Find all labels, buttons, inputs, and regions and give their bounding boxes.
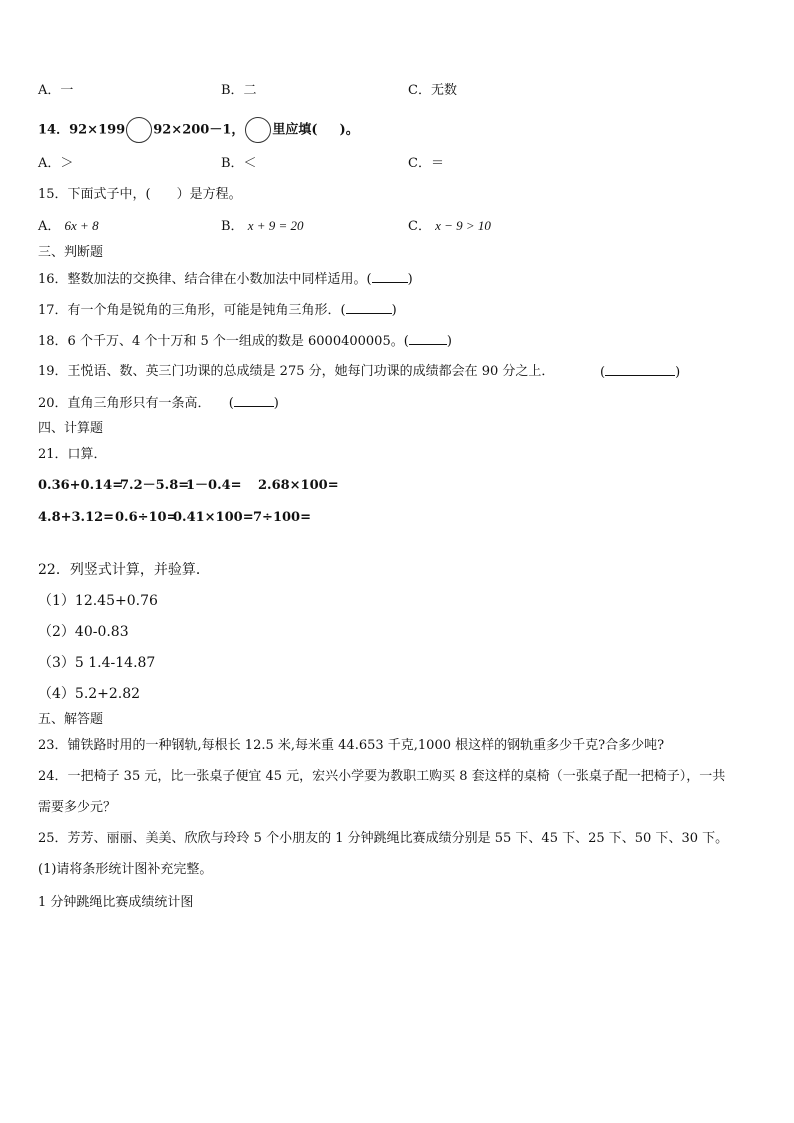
q14-number: 14．: [38, 122, 70, 138]
q15-option-b-expr: x + 9 = 20: [247, 218, 304, 233]
q15-question: 15．下面式子中，( ）是方程。: [38, 187, 242, 202]
q21-row2-item4: 7÷100=: [253, 510, 311, 525]
q15-option-c-label: C．: [408, 219, 431, 234]
q20: [38, 393, 279, 414]
q17-answer-blank[interactable]: [346, 300, 392, 314]
q14-tail: 里应填(: [272, 122, 318, 138]
q14-option-c: C．＝: [408, 156, 444, 171]
q14-tail-end: )。: [339, 122, 359, 138]
q19-answer-blank[interactable]: [605, 362, 675, 376]
q24-question-line2: 需要多少元？: [38, 800, 117, 815]
q15-option-b-label: B．: [221, 219, 244, 234]
q13-option-c: C．无数: [408, 83, 457, 98]
q18-answer-blank[interactable]: [409, 331, 447, 345]
q21-row1-item3: 1－0.4=: [186, 478, 242, 493]
q17-text: 17．有一个角是锐角的三角形，可能是钝角三角形．(: [38, 303, 346, 318]
q20-text: 20．直角三角形只有一条高．: [38, 396, 211, 411]
section-title-calculation: 四、计算题: [38, 421, 104, 436]
q14-left-expr: 92×199: [69, 122, 126, 138]
section-title-problems: 五、解答题: [38, 712, 104, 727]
q16-end: ): [407, 272, 413, 287]
q24-question-line1: 24．一把椅子 35 元，比一张桌子便宜 45 元，宏兴小学要为教职工购买 8 套这样的桌椅（一张桌子配一把椅子），一共: [38, 769, 726, 784]
q17-end: ): [391, 303, 397, 318]
q15-option-c: [408, 216, 491, 237]
q20-answer-blank[interactable]: [234, 393, 274, 407]
q14-right-expr: 92×200－1，: [153, 122, 245, 138]
q15-option-c-expr: x − 9 > 10: [435, 218, 491, 233]
q18: [38, 331, 452, 352]
q15-option-a-label: A．: [38, 219, 61, 234]
q25-subquestion-1: (1)请将条形统计图补充完整。: [38, 862, 213, 877]
q22-item-1: （1）12.45+0.76: [38, 593, 158, 609]
q19-text: 19．王悦语、数、英三门功课的总成绩是 275 分，她每门功课的成绩都会在 90 分之上．: [38, 364, 555, 379]
q15-option-a: [38, 216, 99, 237]
q18-end: ): [446, 334, 452, 349]
q13-option-a: A．一: [38, 83, 74, 98]
q19-bracket: [600, 362, 680, 383]
q14-option-b: B．＜: [221, 156, 257, 171]
q14-comparison-circle[interactable]: [126, 117, 152, 143]
q22-item-3: （3）5 1.4-14.87: [38, 655, 156, 671]
q20-open: (: [228, 396, 234, 411]
q15-option-a-expr: 6x + 8: [64, 218, 99, 233]
q20-end: ): [273, 396, 279, 411]
q22-item-2: （2）40-0.83: [38, 624, 129, 640]
q22-question: 22．列竖式计算，并验算．: [38, 562, 210, 578]
q22-item-4: （4）5.2+2.82: [38, 686, 141, 702]
q16: [38, 269, 413, 290]
q21-row1-item4: 2.68×100=: [258, 478, 339, 493]
q17: [38, 300, 397, 321]
q23-question: 23．铺铁路时用的一种钢轨,每根长 12.5 米,每米重 44.653 千克,1000 根这样的钢轨重多少千克?合多少吨?: [38, 738, 665, 753]
q16-answer-blank[interactable]: [372, 269, 408, 283]
q15-option-b: [221, 216, 304, 237]
q21-row2-item2: 0.6÷10=: [115, 510, 178, 525]
chart-title: 1 分钟跳绳比赛成绩统计图: [38, 895, 194, 910]
q21-row2-item1: 4.8+3.12=: [38, 510, 115, 525]
q18-text: 18．6 个千万、4 个十万和 5 个一组成的数是 6000400005。(: [38, 334, 409, 349]
q16-text: 16．整数加法的交换律、结合律在小数加法中同样适用。(: [38, 272, 372, 287]
q19-open: (: [600, 365, 606, 380]
q14-option-a: A．＞: [38, 156, 74, 171]
q19-end: ): [675, 365, 681, 380]
q25-question: 25．芳芳、丽丽、美美、欣欣与玲玲 5 个小朋友的 1 分钟跳绳比赛成绩分别是 55 下、45 下、25 下、50 下、30 下。: [38, 831, 729, 846]
section-title-judgement: 三、判断题: [38, 245, 104, 260]
q19: [38, 362, 758, 382]
q14-small-circle-icon: [245, 117, 271, 143]
q21-question: 21．口算．: [38, 447, 107, 462]
q21-row2-item3: 0.41×100=: [173, 510, 254, 525]
q14-question: [38, 117, 359, 144]
q13-option-b: B．二: [221, 83, 257, 98]
q21-row1-item1: 0.36+0.14=: [38, 478, 124, 493]
q21-row1-item2: 7.2－5.8=: [120, 478, 190, 493]
